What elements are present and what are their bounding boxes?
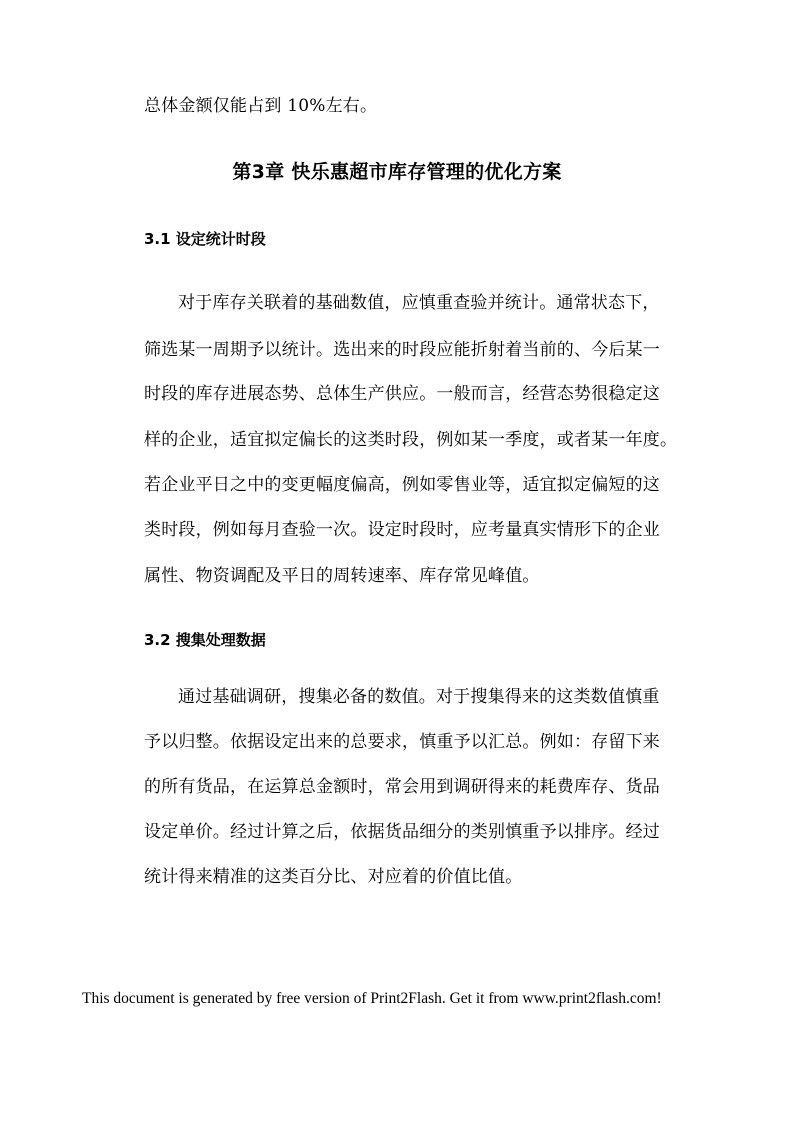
section-title-3-2: 3.2 搜集处理数据 [144,631,266,649]
paragraph-line: 样的企业，适宜拟定偏长的这类时段，例如某一季度，或者某一年度。 [144,430,678,450]
section-title-3-1: 3.1 设定统计时段 [144,230,266,248]
paragraph-line: 统计得来精准的这类百分比、对应着的价值比值。 [144,867,523,887]
paragraph-line: 予以归整。依据设定出来的总要求，慎重予以汇总。例如：存留下来 [144,732,660,752]
paragraph-line: 属性、物资调配及平日的周转速率、库存常见峰值。 [144,566,540,586]
print2flash-footer-notice: This document is generated by free version of Print2Flash. Get it from www.print2flash.com! [82,990,662,1007]
intro-line: 总体金额仅能占到 10%左右。 [144,96,378,116]
paragraph-line: 类时段，例如每月查验一次。设定时段时，应考量真实情形下的企业 [144,520,660,540]
paragraph-line: 若企业平日之中的变更幅度偏高，例如零售业等，适宜拟定偏短的这 [144,475,660,495]
paragraph-line: 对于库存关联着的基础数值，应慎重查验并统计。通常状态下， [178,293,660,313]
paragraph-line: 通过基础调研，搜集必备的数值。对于搜集得来的这类数值慎重 [178,687,660,707]
chapter-title: 第3章 快乐惠超市库存管理的优化方案 [232,161,562,183]
paragraph-line: 时段的库存进展态势、总体生产供应。一般而言，经营态势很稳定这 [144,384,660,404]
paragraph-line: 的所有货品，在运算总金额时，常会用到调研得来的耗费库存、货品 [144,777,660,797]
paragraph-line: 设定单价。经过计算之后，依据货品细分的类别慎重予以排序。经过 [144,822,660,842]
paragraph-line: 筛选某一周期予以统计。选出来的时段应能折射着当前的、今后某一 [144,340,660,360]
